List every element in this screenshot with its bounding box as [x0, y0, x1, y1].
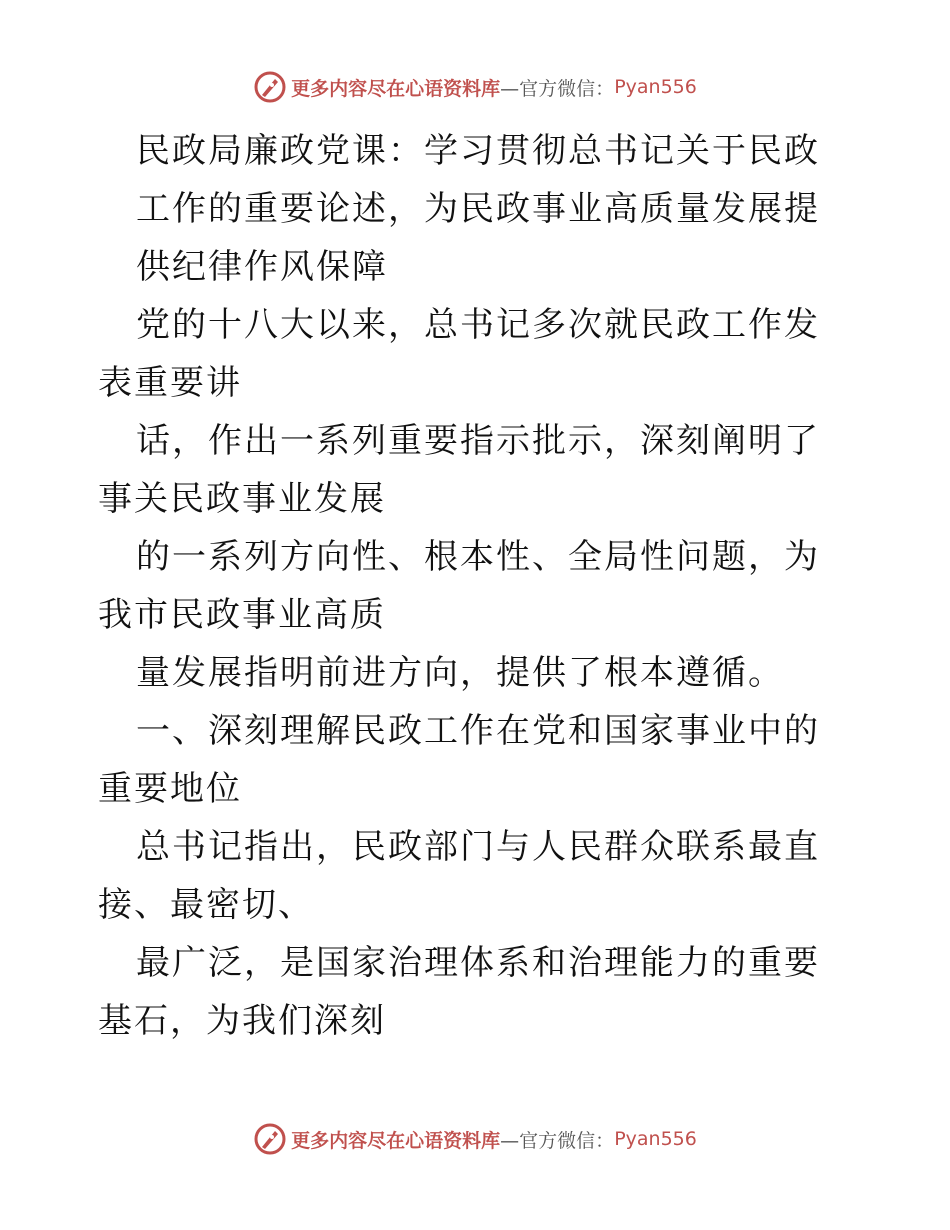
quill-logo-icon	[253, 70, 287, 104]
paragraph-3: 的一系列方向性、根本性、全局性问题，为我市民政事业高质	[98, 537, 820, 635]
title-line-1: 民政局廉政党课：学习贯彻总书记关于民政	[136, 131, 820, 171]
paragraph-2: 话，作出一系列重要指示批示，深刻阐明了事关民政事业发展	[98, 421, 820, 519]
paragraph-4: 量发展指明前进方向，提供了根本遵循。	[136, 653, 784, 693]
document-body	[98, 122, 854, 1050]
watermark-site: 更多内容尽在心语资料库	[291, 77, 501, 100]
footer-watermark	[0, 1122, 950, 1156]
watermark-wechat-id: Pyan556	[614, 76, 697, 98]
paragraph-5: 总书记指出，民政部门与人民群众联系最直接、最密切、	[98, 827, 820, 925]
quill-logo-icon	[253, 1122, 287, 1156]
watermark-official: —官方微信：	[500, 1129, 615, 1152]
watermark-official: —官方微信：	[500, 77, 615, 100]
watermark-wechat-id: Pyan556	[614, 1128, 697, 1150]
paragraph-1: 党的十八大以来，总书记多次就民政工作发表重要讲	[98, 305, 820, 403]
title-line-3: 供纪律作风保障	[136, 247, 388, 287]
section-heading-1: 一、深刻理解民政工作在党和国家事业中的重要地位	[98, 711, 820, 809]
watermark-site: 更多内容尽在心语资料库	[291, 1129, 501, 1152]
paragraph-6: 最广泛，是国家治理体系和治理能力的重要基石，为我们深刻	[98, 943, 820, 1041]
header-watermark	[0, 70, 950, 104]
title-line-2: 工作的重要论述，为民政事业高质量发展提	[136, 189, 820, 229]
